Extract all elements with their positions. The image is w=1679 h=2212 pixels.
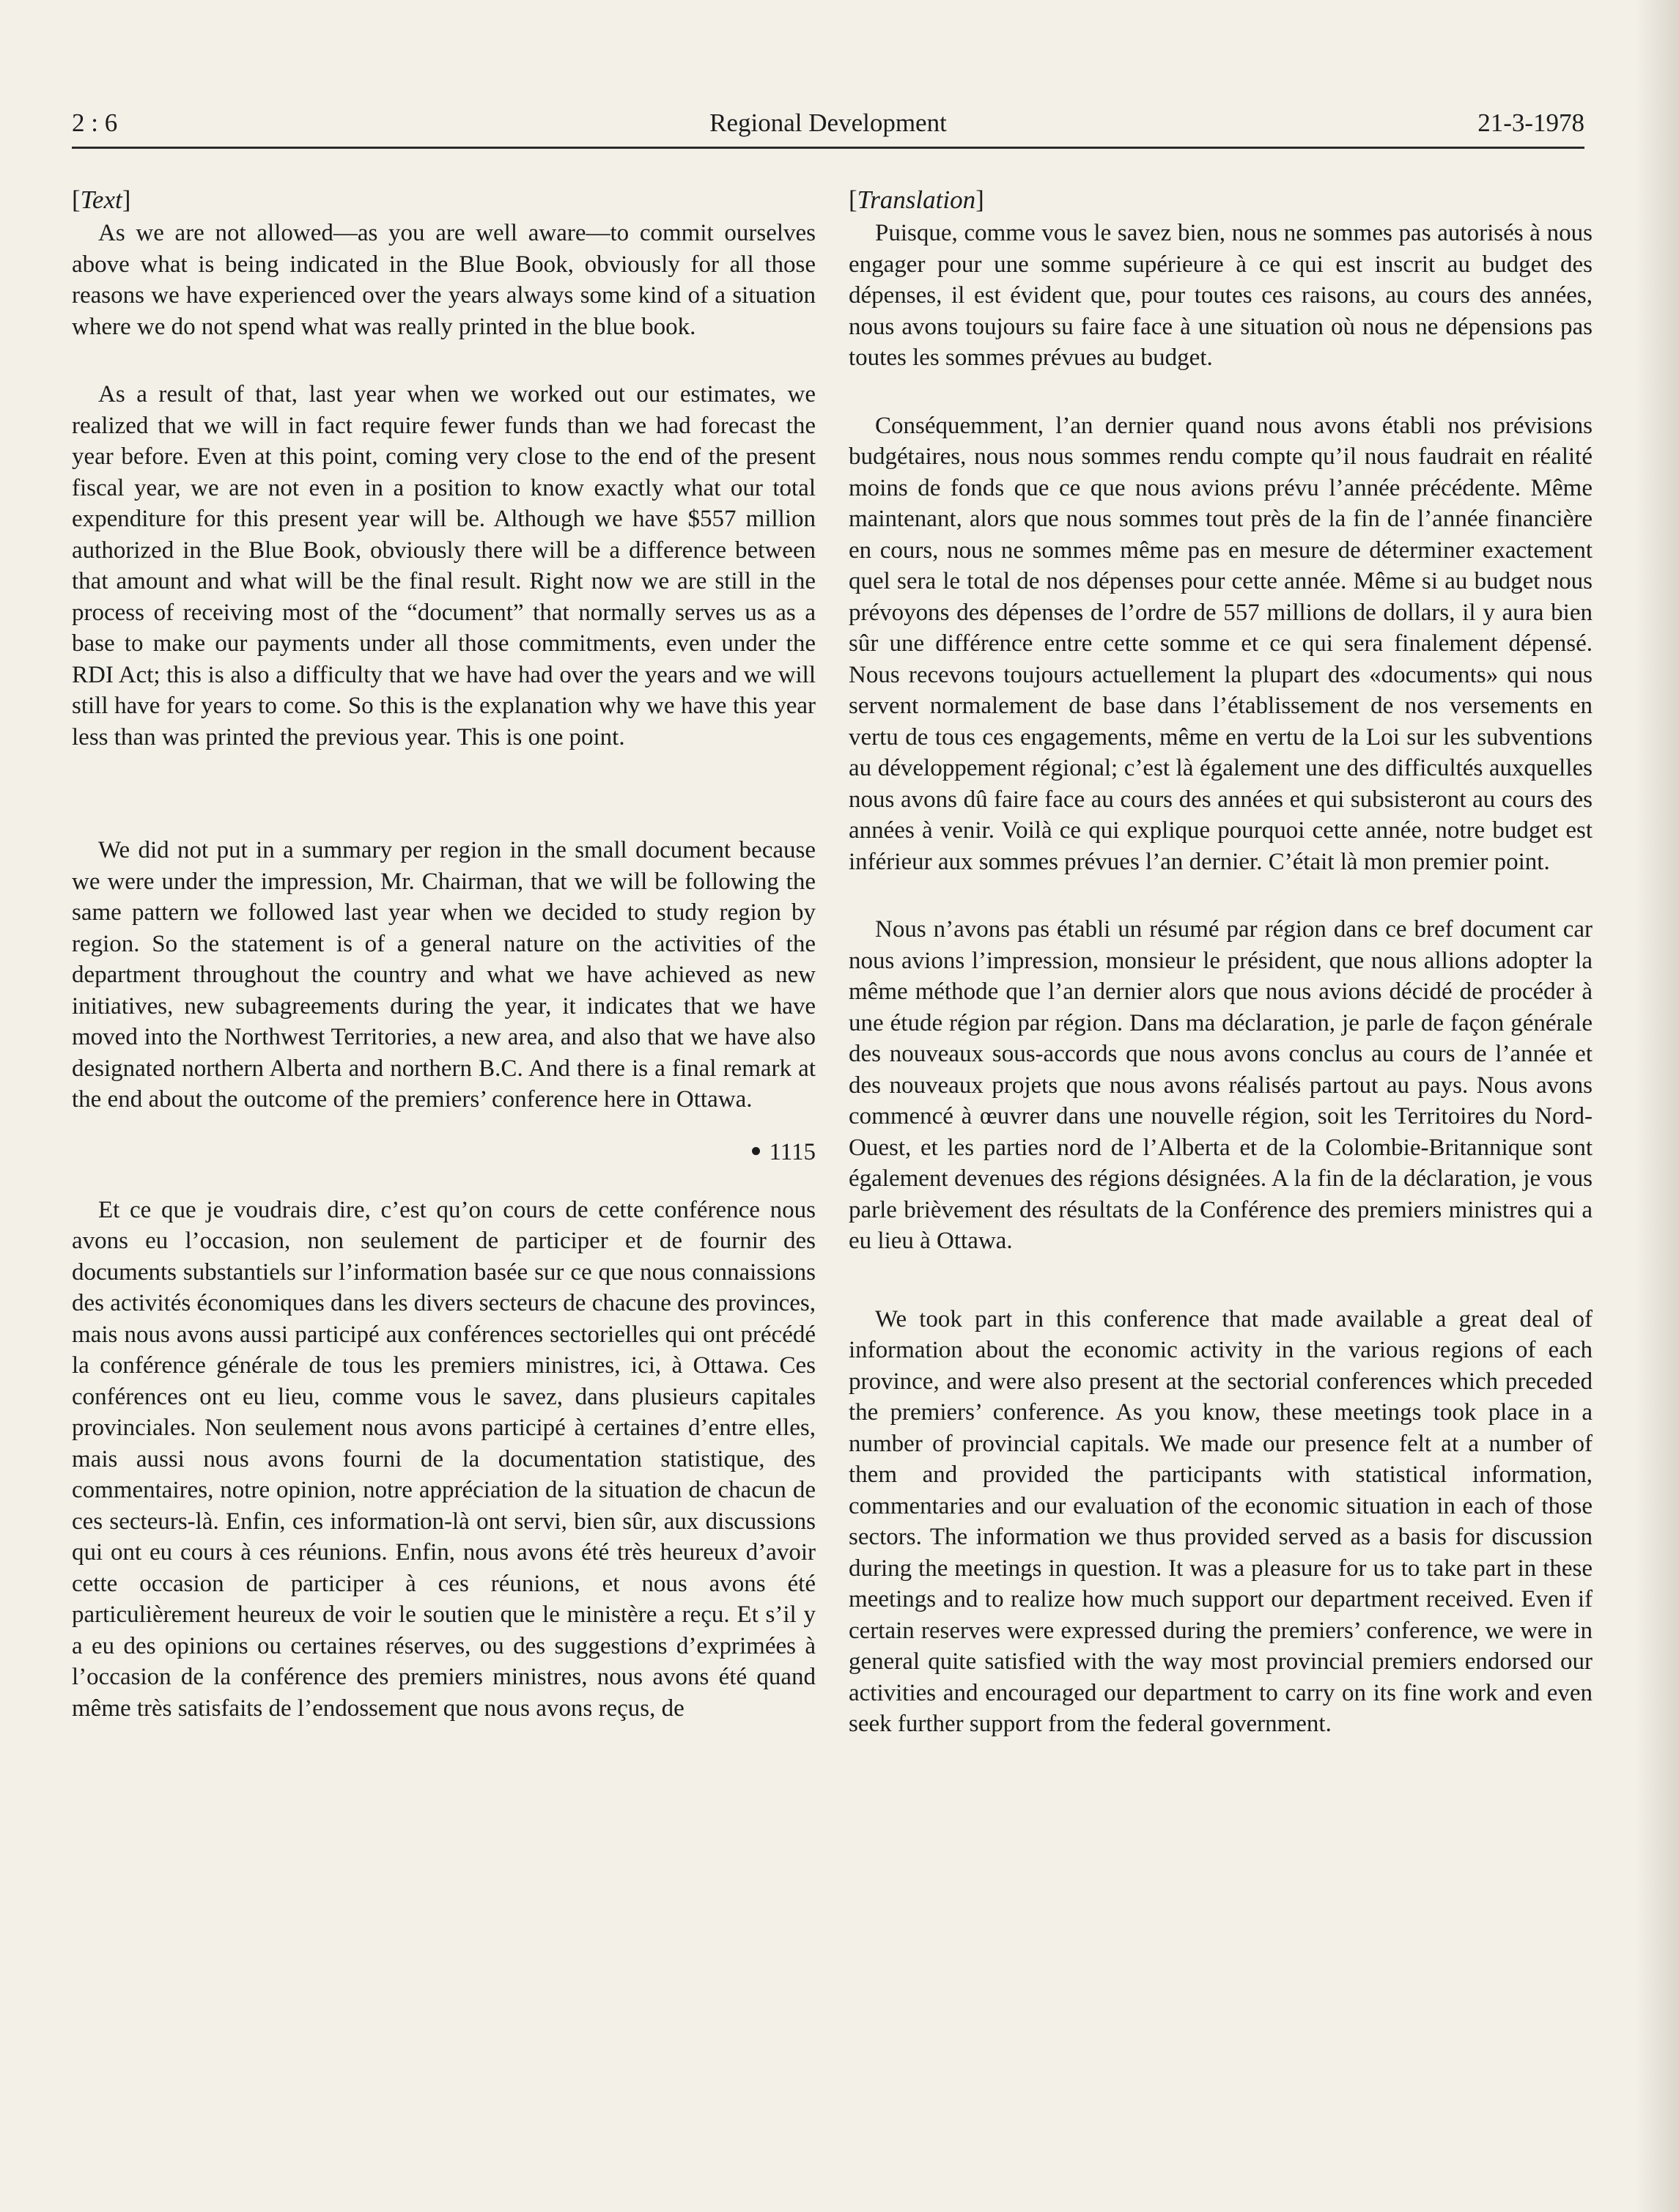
time-marker: 1115	[72, 1136, 816, 1168]
page-number: 2 : 6	[72, 108, 118, 137]
left-column	[72, 183, 816, 1724]
right-paragraph-3: Nous n’avons pas établi un résumé par région dans ce bref document car nous avions l’impression, monsieur le président, que nous allions adopter la même méthode que l’an dernier alors que nous avions décidé de procéder à une étude région par région. Dans ma déclaration, je parle de façon générale des nouveaux sous-accords que nous avons conclus au cours de l’année et des nouveaux projets que nous avons réalisés partout au pays. Nous avons commencé à œuvrer dans une nouvelle région, soit les Territoires du Nord-Ouest, et les parties nord de l’Alberta et de la Colombie-Britannique sont également devenues des régions désignées. A la fin de la déclaration, je vous parle brièvement des résultats de la Conférence des premiers ministres qui a eu lieu à Ottawa.	[849, 916, 1593, 1254]
left-paragraph-1: As we are not allowed—as you are well aware—to commit ourselves above what is being indicated in the Blue Book, obviously for all those reasons we have experienced over the years always some kind of a situation where we do not spend what was really printed in the blue book.	[72, 220, 816, 340]
page-edge-shadow	[1635, 0, 1679, 2212]
right-paragraph-4: We took part in this conference that made available a great deal of information about the economic activity in the various regions of each province, and were also present at the sectorial conferences which preceded the premiers’ conference. As you know, these meetings took place in a number of provincial capitals. We made our presence felt at a number of them and provided the participants with statistical information, commentaries and our evaluation of the economic situation in each of those sectors. The information we thus provided served as a basis for discussion during the meetings in question. It was a pleasure for us to take part in these meetings and to realize how much support our department received. Even if certain reserves were expressed during the premiers’ conference, we were in general quite satisfied with the way most provincial premiers endorsed our activities and encouraged our department to carry on its fine work and even seek further support from the federal government.	[849, 1305, 1593, 1737]
right-paragraph-2: Conséquemment, l’an dernier quand nous avons établi nos prévisions budgétaires, nous nous sommes rendu compte qu’il nous faudrait en réalité moins de fonds que ce que nous avions prévu l’année précédente. Même maintenant, alors que nous sommes tout près de la fin de l’année financière en cours, nous ne sommes même pas en mesure de déterminer exactement quel sera le total de nos dépenses pour cette année. Même si au budget nous prévoyons des dépenses de l’ordre de 557 millions de dollars, il y aura bien sûr une différence entre cette somme et ce qui sera finalement dépensé. Nous recevons toujours actuellement la plupart des «documents» qui nous servent normalement de base dans l’établissement de nos versements en vertu de tous ces engagements, même en vertu de la Loi sur les subventions au développement régional; c’est là également une des difficultés auxquelles nous avons dû faire face au cours des années et qui subsisteront au cours des années à venir. Voilà ce qui explique pourquoi cette année, notre budget est inférieur aux sommes prévues l’an dernier. C’était là mon premier point.	[849, 412, 1593, 875]
running-title: Regional Development	[709, 108, 947, 137]
header-date: 21-3-1978	[1477, 108, 1584, 137]
left-paragraph-3: We did not put in a summary per region in the small document because we were under the impression, Mr. Chairman, that we will be following the same pattern we followed last year when we decided to study region by region. So the statement is of a general nature on the activities of the department throughout the country and what we have achieved as new initiatives, new subagreements during the year, it indicates that we have moved into the Northwest Territories, a new area, and also that we have also designated northern Alberta and northern B.C. And there is a final remark at the end about the outcome of the premiers’ conference here in Ottawa.	[72, 837, 816, 1113]
left-french-paragraph: Et ce que je voudrais dire, c’est qu’on cours de cette conférence nous avons eu l’occasion, non seulement de participer et de fournir des documents substantiels sur l’information basée sur ce que nous connaissions des activités économiques dans les divers secteurs de chacune des provinces, mais nous avons aussi participé aux conférences sectorielles qui ont précédé la conférence générale de tous les premiers ministres, ici, à Ottawa. Ces conférences ont eu lieu, comme vous le savez, dans plusieurs capitales provinciales. Non seulement nous avons participé à certaines d’entre elles, mais aussi nous avons fourni de la documentation statistique, des commentaires, notre opinion, notre appréciation de la situation de chacun de ces secteurs-là. Enfin, ces information-là ont servi, bien sûr, aux discussions qui ont eu cours à ces réunions. Enfin, nous avons été très heureux d’avoir cette occasion de participer à ces réunions, et nous avons été particulièrement heureux de voir le soutien que le ministère a reçu. Et s’il y a eu des opinions ou certaines réserves, ou des suggestions d’exprimées à l’occasion de la conférence des premiers ministres, nous avons été quand même très satisfaits de l’endossement que nous avons reçus, de	[72, 1196, 816, 1722]
right-column	[849, 183, 1593, 1740]
right-paragraph-1: Puisque, comme vous le savez bien, nous ne sommes pas autorisés à nous engager pour une somme supérieure à ce qui est inscrit au budget des dépenses, il est évident que, pour toutes ces raisons, au cours des années, nous avons toujours su faire face à une situation où nous ne dépensions pas toutes les sommes prévues au budget.	[849, 220, 1593, 371]
text-section-tag: [Text]	[72, 185, 131, 214]
translation-section-tag: [Translation]	[849, 185, 984, 214]
page-header	[72, 103, 1584, 149]
bullet-icon	[752, 1147, 760, 1155]
left-paragraph-2: As a result of that, last year when we worked out our estimates, we realized that we will in fact require fewer funds than we had forecast the year before. Even at this point, coming very close to the end of the present fiscal year, we are not even in a position to know exactly what our total expenditure for this present year will be. Although we have $557 million authorized in the Blue Book, obviously there will be a difference between that amount and what will be the final result. Right now we are still in the process of receiving most of the “document” that normally serves us as a base to make our payments under all those commitments, even under the RDI Act; this is also a difficulty that we have had over the years and we will still have for years to come. So this is the explanation why we have this year less than was printed the previous year. This is one point.	[72, 381, 816, 751]
